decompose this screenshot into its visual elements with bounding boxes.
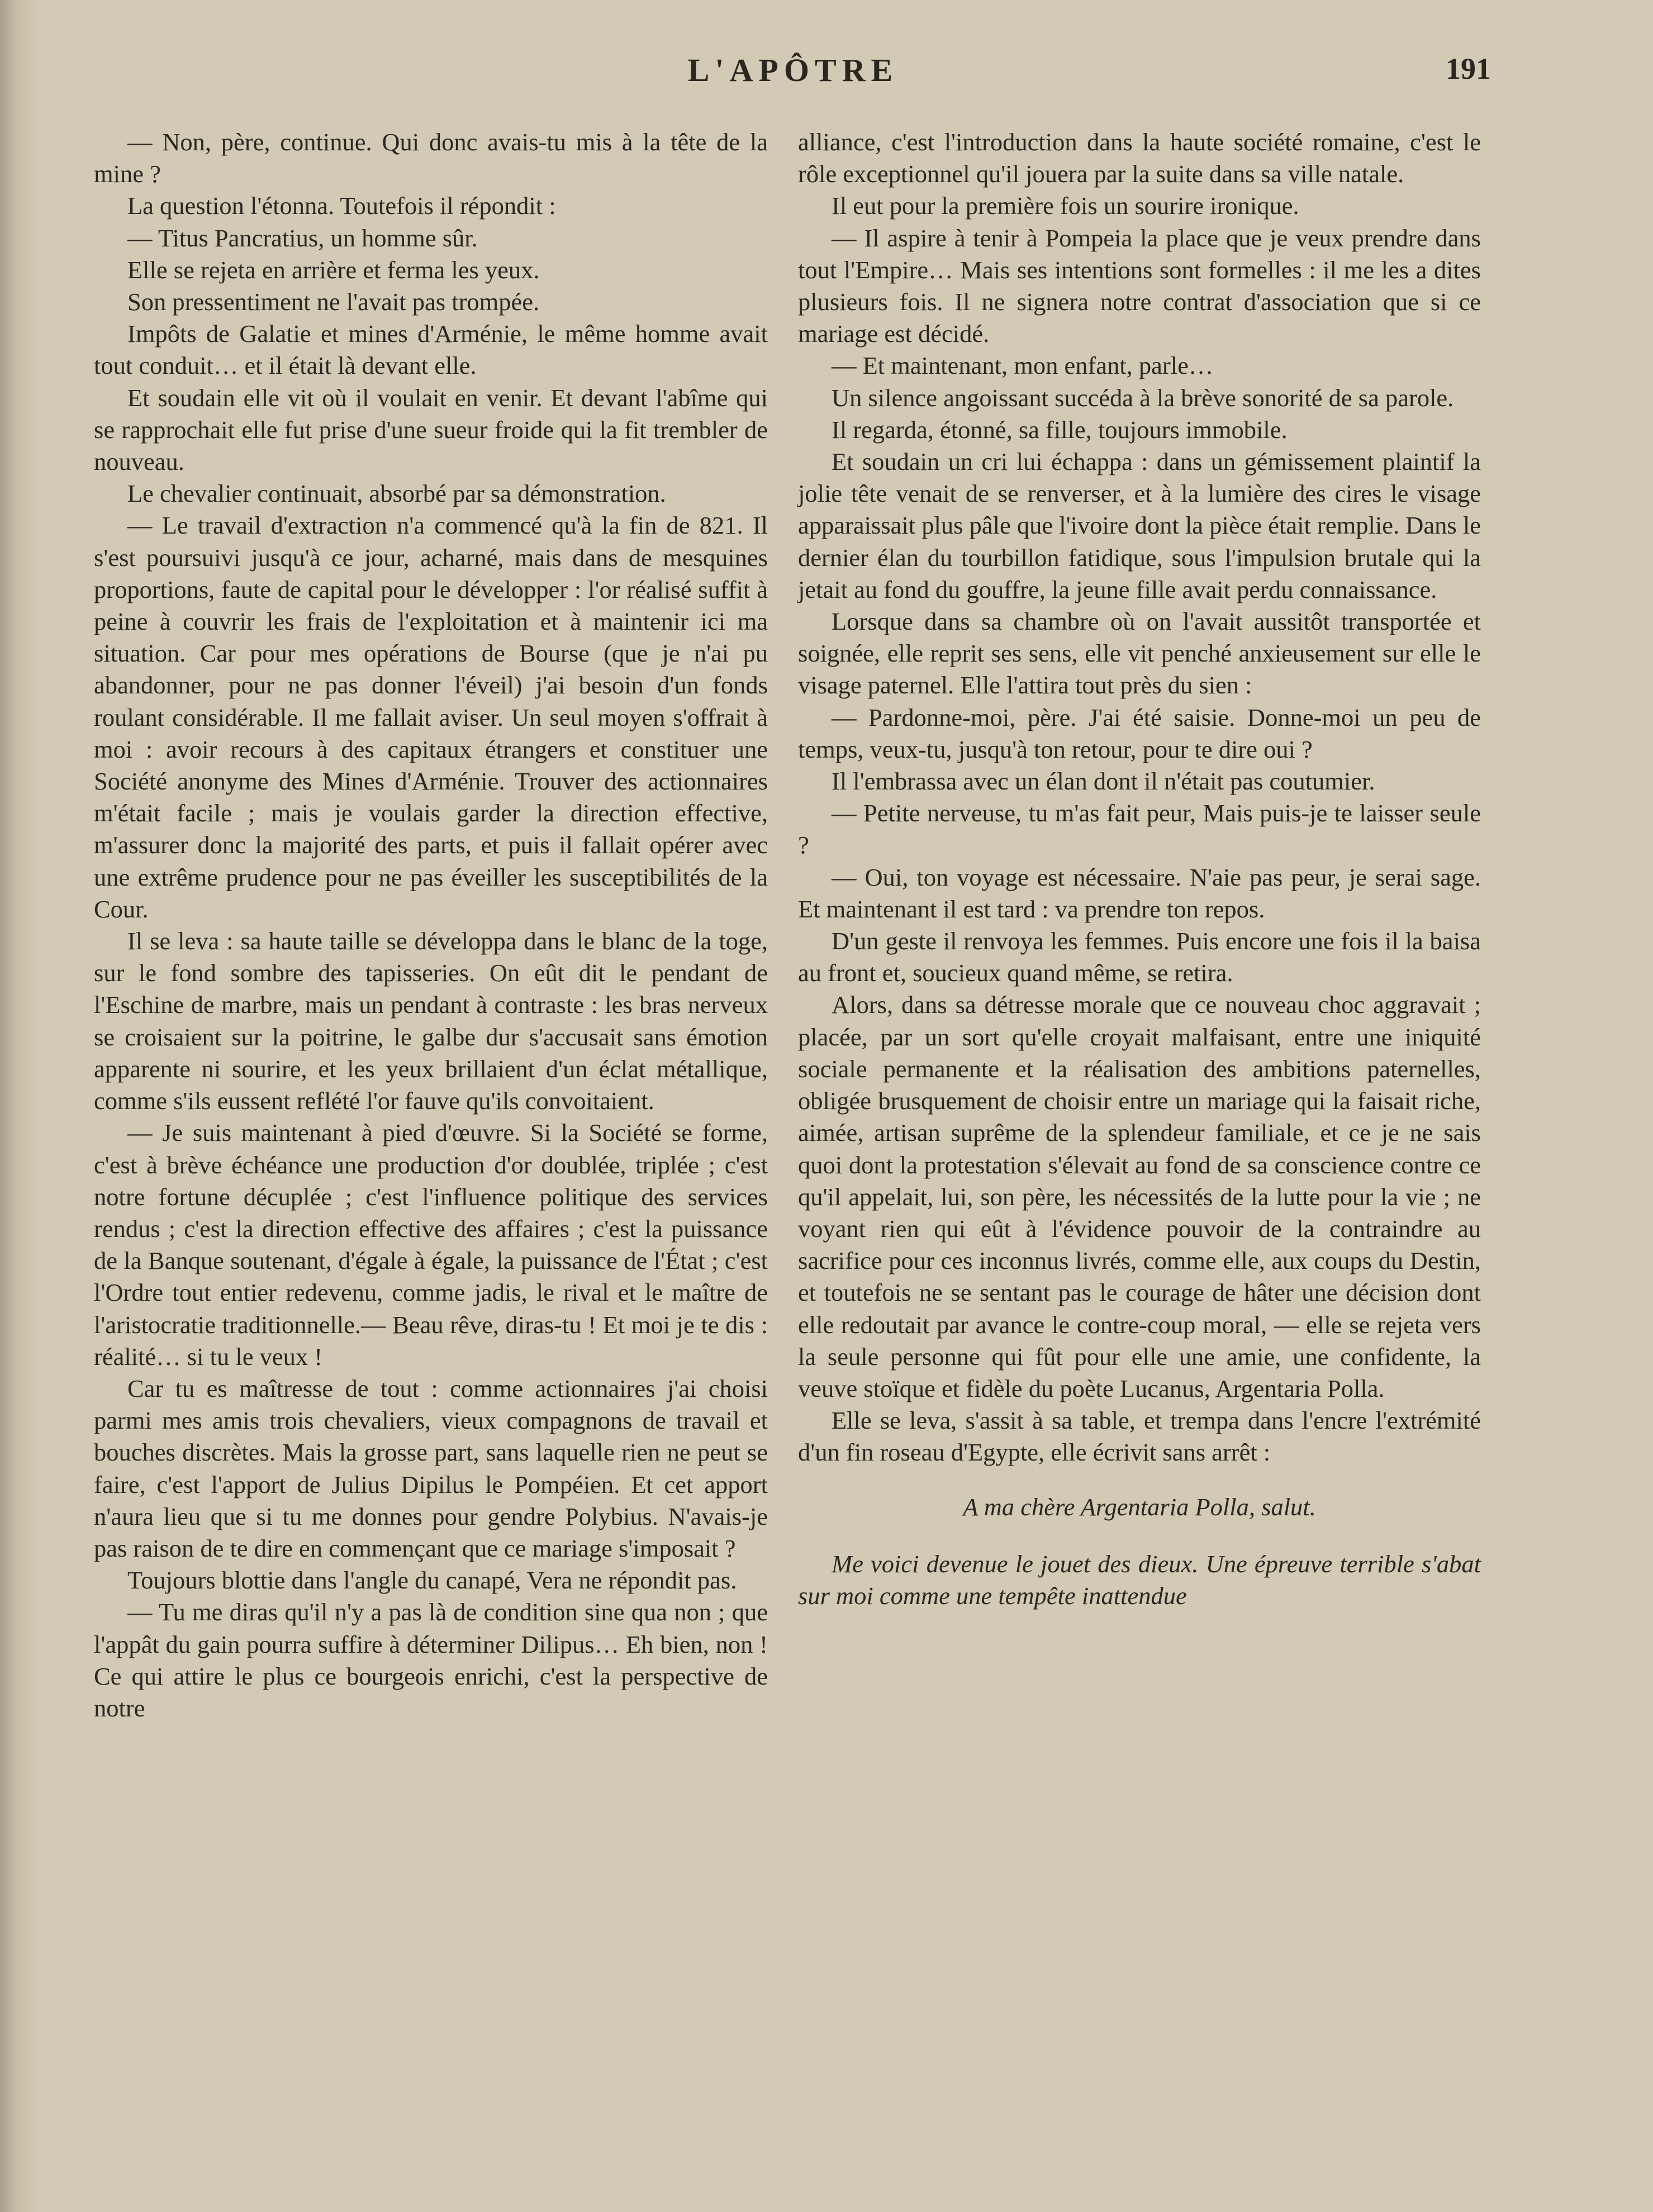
paragraph: Et soudain un cri lui échappa : dans un gémissement plaintif la jolie tête venait de se renverser, et à la lumière des cires le visage apparaissait plus pâle que l'ivoire dont la pièce était remplie. Dans le dernier élan du tourbillon fatidique, sous l'impulsion brutale qui la jetait au fond du gouffre, la jeune fille avait perdu connaissance. [798,448,1481,603]
paragraph: — Oui, ton voyage est nécessaire. N'aie pas peur, je serai sage. Et maintenant il est tard : va prendre ton repos. [798,863,1481,923]
paragraph: Lorsque dans sa chambre où on l'avait aussitôt transportée et soignée, elle reprit ses sens, elle vit penché anxieusement sur elle le visage paternel. Elle l'attira tout près du sien : [798,607,1481,700]
paragraph: — Et maintenant, mon enfant, parle… [832,351,1214,380]
paragraph: Car tu es maîtresse de tout : comme actionnaires j'ai choisi parmi mes amis trois chevaliers, vieux compagnons de travail et bouches discrètes. Mais la grosse part, sans laquelle rien ne peut se faire, c'est l'apport de Julius Dipilus le Pompéien. Et cet apport n'aura lieu que si tu me donnes pour gendre Polybius. N'avais-je pas raison de te dire en commençant que ce mariage s'imposait ? [94,1374,768,1562]
paragraph: Un silence angoissant succéda à la brève sonorité de sa parole. [832,383,1454,412]
paragraph: Toujours blottie dans l'angle du canapé, Vera ne répondit pas. [127,1566,737,1595]
paragraph: Elle se rejeta en arrière et ferma les yeux. [127,255,540,284]
paragraph: — Le travail d'extraction n'a commencé qu'à la fin de 821. Il s'est poursuivi jusqu'à ce jour, acharné, mais dans de mesquines proportions, faute de capital pour le développer : l'or réalisé suffit à peine à couvrir les frais de l'exploitation et à maintenir ici ma situation. Car pour mes opérations de Bourse (que je n'ai pu abandonner, pour ne pas donner l'éveil) j'ai besoin d'un fonds roulant considérable. Il me fallait aviser. Un seul moyen s'offrait à moi : avoir recours à des capitaux étrangers et constituer une Société anonyme des Mines d'Arménie. Trouver des actionnaires m'était facile ; mais je voulais garder la direction effective, m'assurer donc la majorité des parts, et puis il fallait opérer avec une extrême prudence pour ne pas éveiller les susceptibilités de la Cour. [94,511,768,923]
paragraph: Il eut pour la première fois un sourire ironique. [832,192,1299,220]
paragraph: — Petite nerveuse, tu m'as fait peur, Mais puis-je te laisser seule ? [798,799,1481,859]
paragraph: Alors, dans sa détresse morale que ce nouveau choc aggravait ; placée, par un sort qu'elle croyait malfaisant, entre une iniquité sociale permanente et la réalisation des ambitions paternelles, obligée brusquement de choisir entre un mariage qui la faisait riche, aimée, artisan suprême de la splendeur familiale, et ce je ne sais quoi dont la protestation s'élevait au fond de sa conscience contre ce qu'il appelait, lui, son père, les nécessités de la lutte pour la vie ; ne voyant rien qui eût à l'évidence pouvoir de la contraindre au sacrifice pour ces inconnus livrés, comme elle, aux coups du Destin, et toutefois ne se sentant pas le courage de hâter une décision dont elle redoutait par avance le contre-coup moral, — elle se rejeta vers la seule personne qui fût pour elle une amie, une confidente, la veuve stoïque et fidèle du poète Lucanus, Argentaria Polla. [798,991,1481,1402]
paragraph: — Je suis maintenant à pied d'œuvre. Si la Société se forme, c'est à brève échéance une production d'or doublée, triplée ; c'est notre fortune décuplée ; c'est l'influence politique des services rendus ; c'est la direction effective des affaires ; c'est la puissance de la Banque soutenant, d'égale à égale, la puissance de l'État ; c'est l'Ordre tout entier redevenu, comme jadis, le rival et le maître de l'aristocratie traditionnelle.— Beau rêve, diras-tu ! Et moi je te dis : réalité… si tu le veux ! [94,1119,768,1371]
paragraph: Le chevalier continuait, absorbé par sa démonstration. [127,479,666,508]
paragraph-continued: alliance, c'est l'introduction dans la haute société romaine, c'est le rôle exceptionnel qu'il jouera par la suite dans sa ville natale. [798,128,1481,188]
letter-salutation: A ma chère Argentaria Polla, salut. [963,1492,1316,1521]
paragraph: Il regarda, étonné, sa fille, toujours immobile. [832,415,1288,444]
letter-opening: Me voici devenue le jouet des dieux. Une épreuve terrible s'abat sur moi comme une tempête inattendue [798,1549,1481,1610]
paragraph: — Titus Pancratius, un homme sûr. [127,223,478,252]
paragraph: D'un geste il renvoya les femmes. Puis encore une fois il la baisa au front et, soucieux quand même, se retira. [798,927,1481,987]
paragraph: — Il aspire à tenir à Pompeia la place que je veux prendre dans tout l'Empire… Mais ses intentions sont formelles : il me les a dites plusieurs fois. Il ne signera notre contrat d'association que si ce mariage est décidé. [798,223,1481,348]
paragraph: Il l'embrassa avec un élan dont il n'était pas coutumier. [832,767,1375,796]
paragraph: Et soudain elle vit où il voulait en venir. Et devant l'abîme qui se rapprochait elle fut prise d'une sueur froide qui la fit trembler de nouveau. [94,383,768,476]
page-header [95,51,1491,102]
paragraph: Il se leva : sa haute taille se développa dans le blanc de la toge, sur le fond sombre des tapisseries. On eût dit le pendant de l'Eschine de marbre, mais un pendant à contraste : les bras nerveux se croisaient sur la poitrine, le galbe dur s'accusait sans émotion apparente ni sourire, et les yeux brillaient d'un éclat métallique, comme s'ils eussent reflété l'or fauve qu'ils convoitaient. [94,927,768,1115]
page-number: 191 [1446,52,1491,85]
left-column [94,126,768,1724]
paragraph: La question l'étonna. Toutefois il répondit : [127,192,556,220]
paragraph: Elle se leva, s'assit à sa table, et trempa dans l'encre l'extrémité d'un fin roseau d'Egypte, elle écrivit sans arrêt : [798,1406,1481,1467]
paragraph: — Non, père, continue. Qui donc avais-tu mis à la tête de la mine ? [94,128,768,188]
paragraph: Son pressentiment ne l'avait pas trompée. [127,288,540,316]
paragraph: Impôts de Galatie et mines d'Arménie, le même homme avait tout conduit… et il était là devant elle. [94,320,768,380]
right-column [798,126,1481,1612]
paragraph: — Tu me diras qu'il n'y a pas là de condition sine qua non ; que l'appât du gain pourra suffire à déterminer Dilipus… Eh bien, non ! Ce qui attire le plus ce bourgeois enrichi, c'est la perspective de notre [94,1598,768,1722]
paragraph: — Pardonne-moi, père. J'ai été saisie. Donne-moi un peu de temps, veux-tu, jusqu'à ton retour, pour te dire oui ? [798,703,1481,763]
running-title: L'APÔTRE [687,52,899,88]
